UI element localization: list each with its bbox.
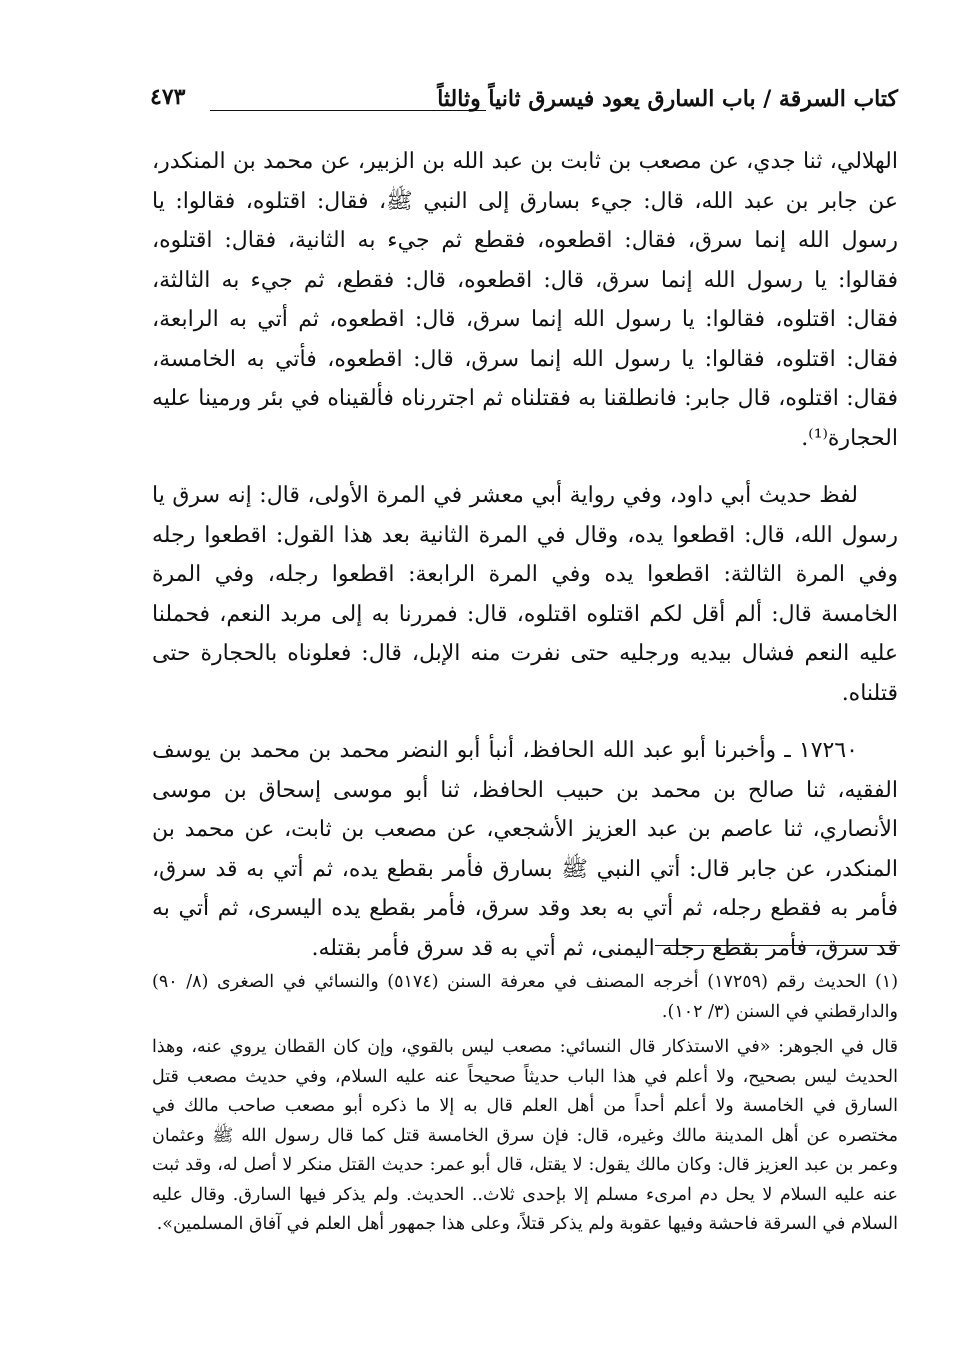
header-title: كتاب السرقة / باب السارق يعود فيسرق ثانياً وثالثاً	[437, 86, 898, 112]
footnote-1: (١) الحديث رقم (١٧٢٥٩) أخرجه المصنف في معرفة السنن (٥١٧٤) والنسائي في الصغرى (٨/ ٩٠) والدارقطني في السنن (٣/ ١٠٢).	[152, 972, 899, 1022]
footnote-divider	[655, 945, 900, 946]
paragraph-hadith-17260: ١٧٢٦٠ ـ وأخبرنا أبو عبد الله الحافظ، أنبأ أبو النضر محمد بن محمد بن يوسف الفقيه، ثنا صالح بن محمد بن حبيب الحافظ، ثنا أبو موسى إسحاق بن موسى الأنصاري، ثنا عاصم بن عبد العزيز الأشجعي، عن مصعب بن ثابت، عن محمد بن المنكدر، عن جابر قال: أتي النبي ﷺ بسارق فأمر بقطع يده، ثم أتي به قد سرق، فأمر به فقطع رجله، ثم أتي به بعد وقد سرق، فأمر بقطع يده اليسرى، ثم أتي به قد سرق، فأمر بقطع رجله اليمنى، ثم أتي به قد سرق فأمر بقتله.	[152, 738, 898, 961]
running-header	[150, 80, 898, 120]
footnotes	[152, 968, 898, 1240]
paragraph-commentary: لفظ حديث أبي داود، وفي رواية أبي معشر في المرة الأولى، قال: إنه سرق يا رسول الله، قال: اقطعوا يده، وقال في المرة الثانية بعد هذا القول: اقطعوا رجله وفي المرة الثالثة: اقطعوا يده وفي المرة الرابعة: اقطعوا رجله، وفي المرة الخامسة قال: ألم أقل لكم اقتلوه اقتلوه، قال: فمررنا به إلى مربد النعم، فحملنا عليه النعم فشال بيديه ورجليه حتى نفرت منه الإبل، قال: فعلوناه بالحجارة حتى قتلناه.	[152, 483, 898, 706]
footnote-jawhar: قال في الجوهر: «في الاستذكار قال النسائي: مصعب ليس بالقوي، وإن كان القطان يروي عنه، وهذا الحديث ليس بصحيح، ولا أعلم في هذا الباب حديثاً صحيحاً عنه عليه السلام، وفي حديث مصعب قتل السارق في الخامسة ولا أعلم أحداً من أهل العلم قال به إلا ما ذكره أبو مصعب صاحب مالك في مختصره عن أهل المدينة مالك وغيره، قال: فإن سرق الخامسة قتل كما قال رسول الله ﷺ وعثمان وعمر بن عبد العزيز قال: وكان مالك يقول: لا يقتل، قال أبو عمر: حديث القتل منكر لا أصل له، وقد ثبت عنه عليه السلام لا يحل دم امرىء مسلم إلا بإحدى ثلاث.. الحديث. ولم يذكر فيها السارق. وقال عليه السلام في السرقة فاحشة وفيها عقوبة ولم يذكر قتلاً، وعلى هذا جمهور أهل العلم في آفاق المسلمين».	[152, 1037, 898, 1234]
paragraph-hadith-1: الهلالي، ثنا جدي، عن مصعب بن ثابت بن عبد الله بن الزبير، عن محمد بن المنكدر، عن جابر بن عبد الله، قال: جيء بسارق إلى النبي ﷺ، فقال: اقتلوه، فقالوا: يا رسول الله إنما سرق، فقال: اقطعوه، فقطع ثم جيء به الثانية، فقال: اقتلوه، فقالوا: يا رسول الله إنما سرق، قال: اقطعوه، قال: فقطع، ثم جيء به الثالثة، فقال: اقتلوه، فقالوا: يا رسول الله إنما سرق، قال: اقطعوه، ثم أتي به الرابعة، فقال: اقتلوه، فقالوا: يا رسول الله إنما سرق، قال: اقطعوه، فأتي به الخامسة، فقال: اقتلوه، قال جابر: فانطلقنا به فقتلناه ثم اجتررناه فألقيناه في بئر ورمينا عليه الحجارة⁽¹⁾.	[152, 149, 898, 451]
main-text	[152, 142, 898, 968]
page-number: ٤٧٣	[150, 84, 186, 110]
header-rule	[210, 110, 486, 111]
